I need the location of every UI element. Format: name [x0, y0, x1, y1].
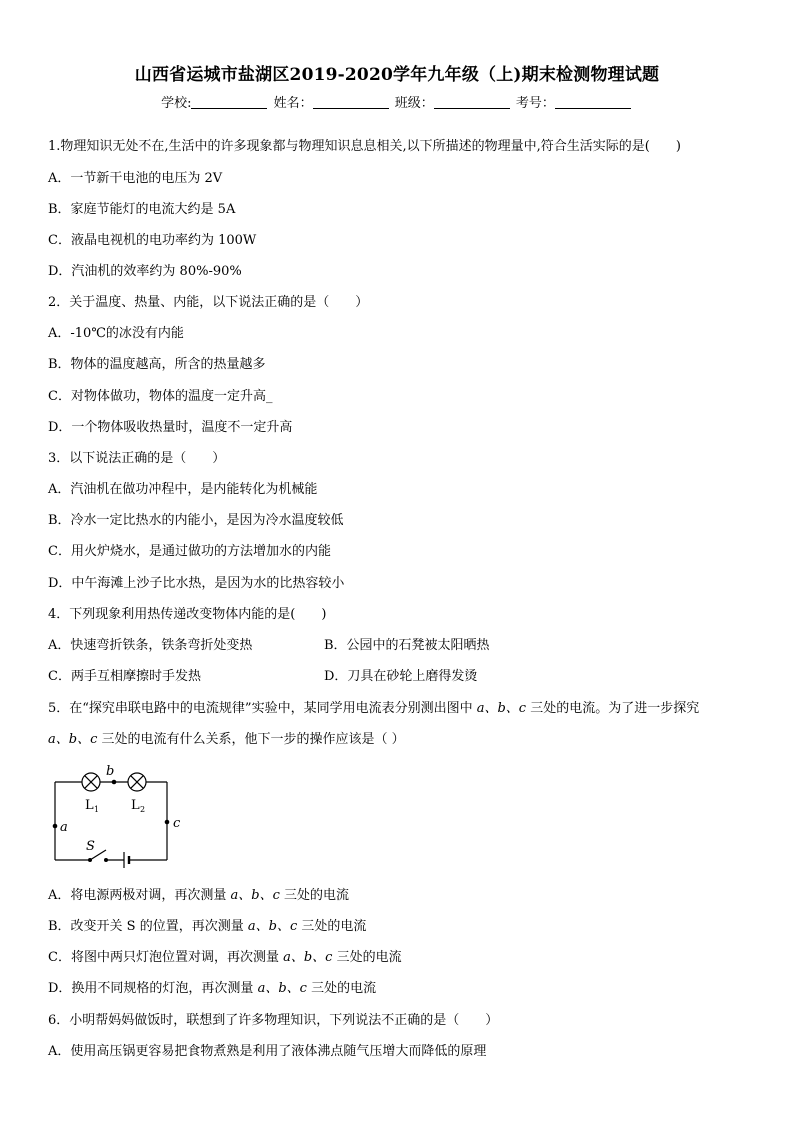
q5-option-d: D．换用不同规格的灯泡，再次测量 a、b、c 三处的电流	[48, 981, 377, 996]
q1-option-b: B．家庭节能灯的电流大约是 5A	[48, 202, 236, 217]
q6-option-a: A．使用高压锅更容易把食物煮熟是利用了液体沸点随气压增大而降低的原理	[48, 1044, 487, 1059]
q2-option-b: B．物体的温度越高，所含的热量越多	[48, 357, 266, 372]
class-blank[interactable]	[434, 96, 510, 109]
q5-option-a: A．将电源两极对调，再次测量 a、b、c 三处的电流	[48, 888, 350, 903]
name-label: 姓名：	[273, 96, 313, 111]
label-l2-sub: 2	[140, 805, 146, 814]
q5-stem-part1: 5．在“探究串联电路中的电流规律”实验中，某同学用电流表分别测出图中	[48, 701, 473, 716]
exam-title: 山西省运城市盐湖区2019-2020学年九年级（上)期末检测物理试题	[134, 65, 660, 85]
q3-option-d: D．中午海滩上沙子比水热，是因为水的比热容较小	[48, 576, 345, 591]
q5-stem-part2: 三处的电流。为了进一步探究	[530, 701, 700, 716]
q4-option-a: A．快速弯折铁条，铁条弯折处变热	[48, 638, 253, 653]
label-l1: L	[85, 798, 94, 813]
q3-stem: 3．以下说法正确的是（ ）	[48, 451, 226, 466]
school-blank[interactable]	[191, 96, 267, 109]
q2-option-a: A．-10℃的冰没有内能	[48, 326, 184, 341]
q3-option-c: C．用火炉烧水，是通过做功的方法增加水的内能	[48, 544, 331, 559]
point-b-dot	[112, 780, 117, 785]
q1-stem: 1.物理知识无处不在,生活中的许多现象都与物理知识息息相关,以下所描述的物理量中,符合生活实际的是( )	[48, 139, 681, 154]
q3-option-b: B．冷水一定比热水的内能小，是因为冷水温度较低	[48, 513, 344, 528]
q2-option-d: D．一个物体吸收热量时，温度不一定升高	[48, 420, 293, 435]
q5-option-b: B．改变开关 S 的位置，再次测量 a、b、c 三处的电流	[48, 919, 367, 934]
point-c-dot	[165, 820, 170, 825]
number-blank[interactable]	[555, 96, 631, 109]
switch-contact	[104, 858, 108, 862]
point-a-dot	[53, 824, 58, 829]
switch-pivot	[88, 858, 92, 862]
q2-stem: 2．关于温度、热量、内能，以下说法正确的是（ ）	[48, 295, 369, 310]
label-a: a	[60, 820, 68, 835]
q5-stem-part3: 三处的电流有什么关系，他下一步的操作应该是（ ）	[101, 732, 405, 747]
q5-option-c: C．将图中两只灯泡位置对调，再次测量 a、b、c 三处的电流	[48, 950, 402, 965]
q1-option-d: D．汽油机的效率约为 80%-90%	[48, 264, 242, 279]
label-l2: L	[131, 798, 140, 813]
q5-abc-1: a、b、c	[476, 701, 527, 716]
q5-stem-line1	[48, 700, 699, 718]
class-label: 班级：	[394, 96, 434, 111]
label-s: S	[86, 839, 95, 854]
number-label: 考号：	[515, 96, 555, 111]
name-blank[interactable]	[313, 96, 389, 109]
q6-stem: 6．小明帮妈妈做饭时，联想到了许多物理知识，下列说法不正确的是（ ）	[48, 1013, 499, 1028]
series-circuit-diagram	[40, 764, 190, 868]
q4-option-c: C．两手互相摩擦时手发热	[48, 669, 201, 684]
q2-option-c: C．对物体做功，物体的温度一定升高_	[48, 389, 273, 404]
school-label: 学校:	[161, 96, 192, 111]
q5-abc-2: a、b、c	[48, 732, 98, 747]
q3-option-a: A．汽油机在做功冲程中，是内能转化为机械能	[48, 482, 318, 497]
label-b: b	[106, 764, 115, 779]
q5-stem-line2	[48, 731, 405, 749]
label-l1-sub: 1	[94, 805, 100, 814]
q4-option-d: D．刀具在砂轮上磨得发烫	[324, 669, 478, 684]
label-c: c	[173, 816, 181, 831]
q4-stem: 4．下列现象利用热传递改变物体内能的是( )	[48, 607, 327, 622]
q1-option-a: A．一节新干电池的电压为 2V	[48, 171, 223, 186]
q1-option-c: C．液晶电视机的电功率约为 100W	[48, 233, 257, 248]
q4-option-b: B．公园中的石凳被太阳晒热	[324, 638, 490, 653]
student-info-row	[0, 92, 794, 111]
